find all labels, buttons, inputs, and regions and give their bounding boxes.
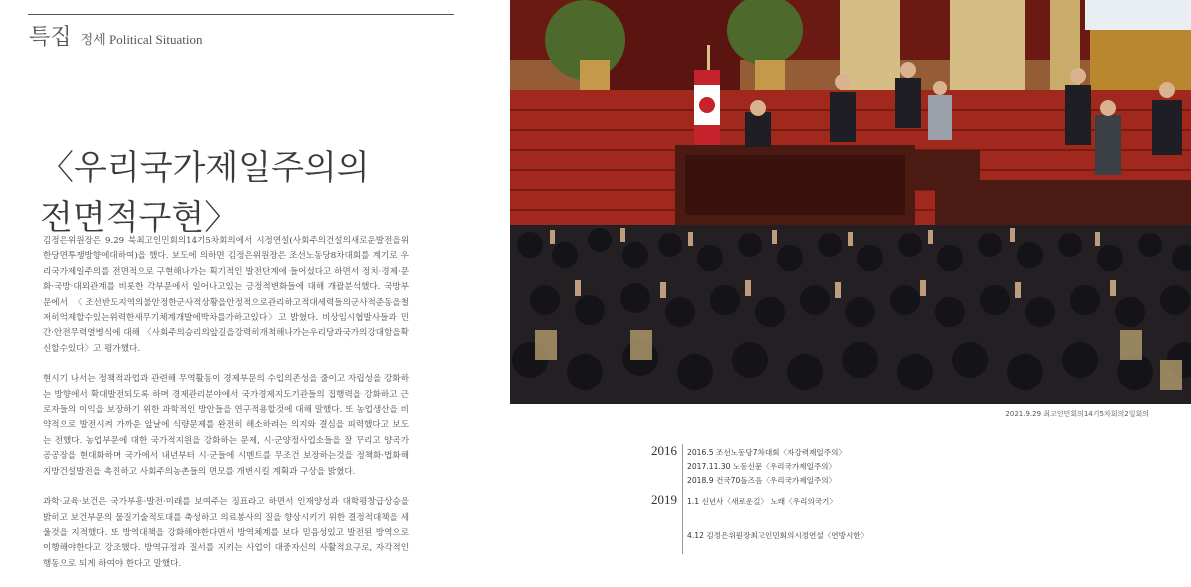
photo-caption: 2021.9.29 최고인민회의14기5차회의2일회의 [1005,410,1149,418]
timeline-entry: 2016.5 조선노동당7차대회〈자강력제일주의〉 [687,448,847,457]
paragraph: 과학·교육·보건은 국가부흥·발전·미래를 보여주는 징표라고 하면서 인재양성과 대학평창급상승을 밝히고 보건부문의 물질기술적토대를 축성하고 의료봉사의 질을 향상시키기 위한 결정적대책을 세울것을 지적했다. 또 방역대책을 강화해야한다면서 방역체계를 보다 믿음성있고 발전된 방역으로 이행해야한다고 강조했다. 방역규정과 질서를 지키는 사업이 대중자신의 사활적요구로, 자각적인 행동으로 되게 하여야 한다고 말했다. [43,497,409,569]
article-body [43,234,409,587]
assembly-photo [510,0,1191,404]
article-title [40,143,460,243]
timeline-year: 2016 [651,443,677,458]
article-title-line-2: 전면적구현〉 [40,197,239,238]
timeline-line [682,444,683,554]
paragraph: 현시기 나서는 정책적과업과 관련해 무역활동이 경제부문의 수입의존성을 줄이고 자립성을 강화하는 방향에서 확대발전되도록 하며 경제관리분야에서 국가경제지도기관들의 집행력을 강화하고 근로자들의 이익을 보장하기 위한 과학적인 방안들을 연구적용할것에 대해 말했다. 또 농업생산을 비약적으로 발전시켜 가까운 앞날에 식량문제를 완전히 해소하려는 의지와 결심을 피력했다고 보도는 전했다. 농업부문에 대한 국가적지원을 강화하는 문제, 시·군양정사업소들을 잘 꾸리고 양곡가공공장을 현대화하며 국가에서 내년부터 시·군들에 시멘트를 무조건 보장하는것을 정책화·법화해 지방건설발전을 촉진하고 사회주의농촌들의 면모를 개변시킬 계획과 구상을 밝혔다. [43,374,409,477]
paragraph: 김정은위원장은 9.29 북최고인민회의14기5차회의에서 시정연설(사회주의건설의새로운발전을위한당면투쟁방향에대하여)을 했다. 보도에 의하면 김정은위원장은 조선노동당8차대회를 계기로 우리국가제일주의를 전면적으로 구현해나가는 획기적인 발전단계에 들어섰다고 하면서 정치·경제·문화·국방·대외관계를 비롯한 각부문에서 일어나고있는 긍정적변화들에 대해 개괄분석했다. 국방부문에서 〈조선반도지역의불안정한군사적상황을안정적으로관리하고적대세력들의군사적준동을철저히억제할수있는위력한새무기체계개발에박차를가하고있다〉고 밝혔다. 비상임시협발사들과 민간·안전무력열병식에 대해 〈사회주의승리의앞길을강력히개척해나가는우리당과국가의강대함을확신할수있다〉고 평가했다. [43,236,409,354]
section-subtitle: 정세 Political Situation [80,32,203,47]
timeline-year: 2019 [651,492,677,507]
header-rule [28,14,454,15]
timeline-entry: 2017.11.30 노동신문〈우리국가제일주의〉 [687,462,837,471]
section-title: 특집 [29,25,72,50]
article-title-line-1: 〈우리국가제일주의의 [40,147,370,188]
timeline-entry: 1.1 신년사〈새로운길〉 노래〈우리의국기〉 [687,497,837,506]
timeline-entry: 2018.9 건국70돌즈음〈우리국가제일주의〉 [687,476,837,485]
section-header [29,20,203,51]
timeline-entry: 4.12 김정은위원장최고인민회의시정연설〈연방시한〉 [687,531,869,540]
